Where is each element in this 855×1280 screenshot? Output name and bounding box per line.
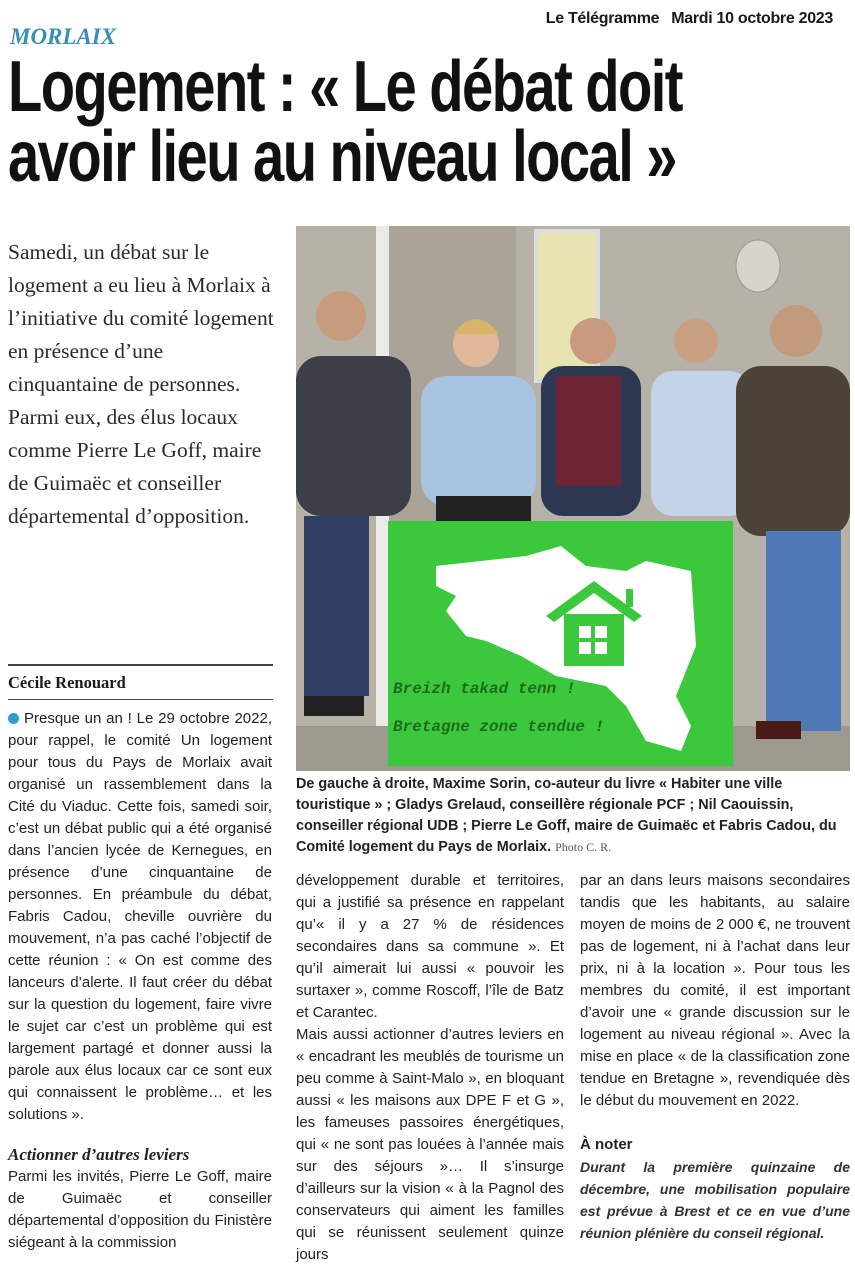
- subheading: Actionner d’autres leviers: [8, 1145, 190, 1164]
- headline-line-1: Logement : « Le débat doit: [8, 47, 682, 127]
- article-photo: [296, 226, 850, 771]
- publication-date: Mardi 10 octobre 2023: [671, 10, 833, 27]
- caption-text: De gauche à droite, Maxime Sorin, co-auteur du livre « Habiter une ville touristique » ; Gladys Grelaud, conseillère régionale PCF ; Nil Caouissin, conseiller régional UDB ; Pierre Le Goff, maire de Guimaëc et Fabris Cadou, du Comité logement du Pays de Morlaix.: [296, 776, 837, 855]
- photo-credit: Photo C. R.: [555, 840, 612, 854]
- paragraph: Mais aussi actionner d’autres leviers en « encadrant les meublés de tourisme un peu comme à Saint-Malo », en bloquant aussi « les maisons aux DPE F et G », les fameuses passoires énergétiques, qui « ne sont pas louées à l’année mais sur des séjours »… Il s’insurge d’ailleurs sur la vision « à la Pagnol des conservateurs qui aiment les familles qui se réunissent seulement quinze jours: [296, 1026, 564, 1263]
- newspaper-name: Le Télégramme: [545, 10, 660, 27]
- headline: [8, 47, 788, 197]
- paragraph: développement durable et territoires, qui a justifié sa présence en rappelant qu’« il y a 27 % de résidences secondaires dans sa commune ». Et qu’il aimerait lui aussi « pouvoir les surtaxer », comme Roscoff, l’île de Batz et Carantec.: [296, 872, 564, 1021]
- divider: [8, 699, 273, 700]
- note-text: Durant la première quinzaine de décembre, une mobilisation populaire est prévue à Brest et ce en vue d’une réunion plénière du conseil régional.: [580, 1159, 850, 1241]
- masthead: [546, 10, 833, 28]
- photo-caption: [296, 774, 850, 858]
- intro-lede: Samedi, un débat sur le logement a eu lieu à Morlaix à l’initiative du comité logement en présence d’une cinquantaine de personnes. Parmi eux, des élus locaux comme Pierre Le Goff, maire de Guimaëc et conseiller départemental d’opposition.: [8, 240, 274, 528]
- note-heading: À noter: [580, 1136, 633, 1153]
- paragraph: [8, 708, 272, 1126]
- column-1: [8, 708, 272, 1254]
- column-3: [580, 870, 850, 1244]
- section-label: MORLAIX: [10, 24, 117, 49]
- divider: [8, 664, 273, 666]
- paragraph-text: Presque un an ! Le 29 octobre 2022, pour rappel, le comité Un logement pour tous du Pays de Morlaix avait organisé un rassemblement dans la Cité du Viaduc. Cette fois, samedi soir, c’est un débat public qui a été organisé dans l’ancien lycée de Kernegues, en présence d’une cinquantaine de personnes. En préambule du débat, Fabris Cadou, cheville ouvrière du mouvement, n’a pas caché l’objectif de cette réunion : « On est comme des lanceurs d’alerte. Il faut créer du débat sur la question du logement, faire vivre le sujet car c’est un problème qui est largement partagé et donner aussi la parole aux élus locaux car ce sont eux qui connaissent le problème… et les solutions ».: [8, 710, 272, 1123]
- bullet-dot-icon: [8, 713, 19, 724]
- column-2: [296, 870, 564, 1266]
- author-byline: Cécile Renouard: [8, 673, 126, 692]
- paragraph: par an dans leurs maisons secondaires tandis que les habitants, au salaire moyen de moins de 2 000 €, ne trouvent pas de logement, ni à l’achat dans leur prix, ni à la location ». Pour tous les membres du comité, il est important d’avoir une « grande discussion sur le logement au niveau régional ». Avec la mise en place « de la classification zone tendue en Bretagne », revendiquée dès le début du mouvement en 2022.: [580, 872, 850, 1109]
- headline-line-2: avoir lieu au niveau local »: [8, 117, 676, 197]
- sign-text-breton: Breizh takad tenn !: [393, 680, 576, 698]
- sign-text-french: Bretagne zone tendue !: [393, 718, 605, 736]
- paragraph: Parmi les invités, Pierre Le Goff, maire de Guimaëc et conseiller départemental d’opposition du Finistère siégeant à la commission: [8, 1168, 272, 1251]
